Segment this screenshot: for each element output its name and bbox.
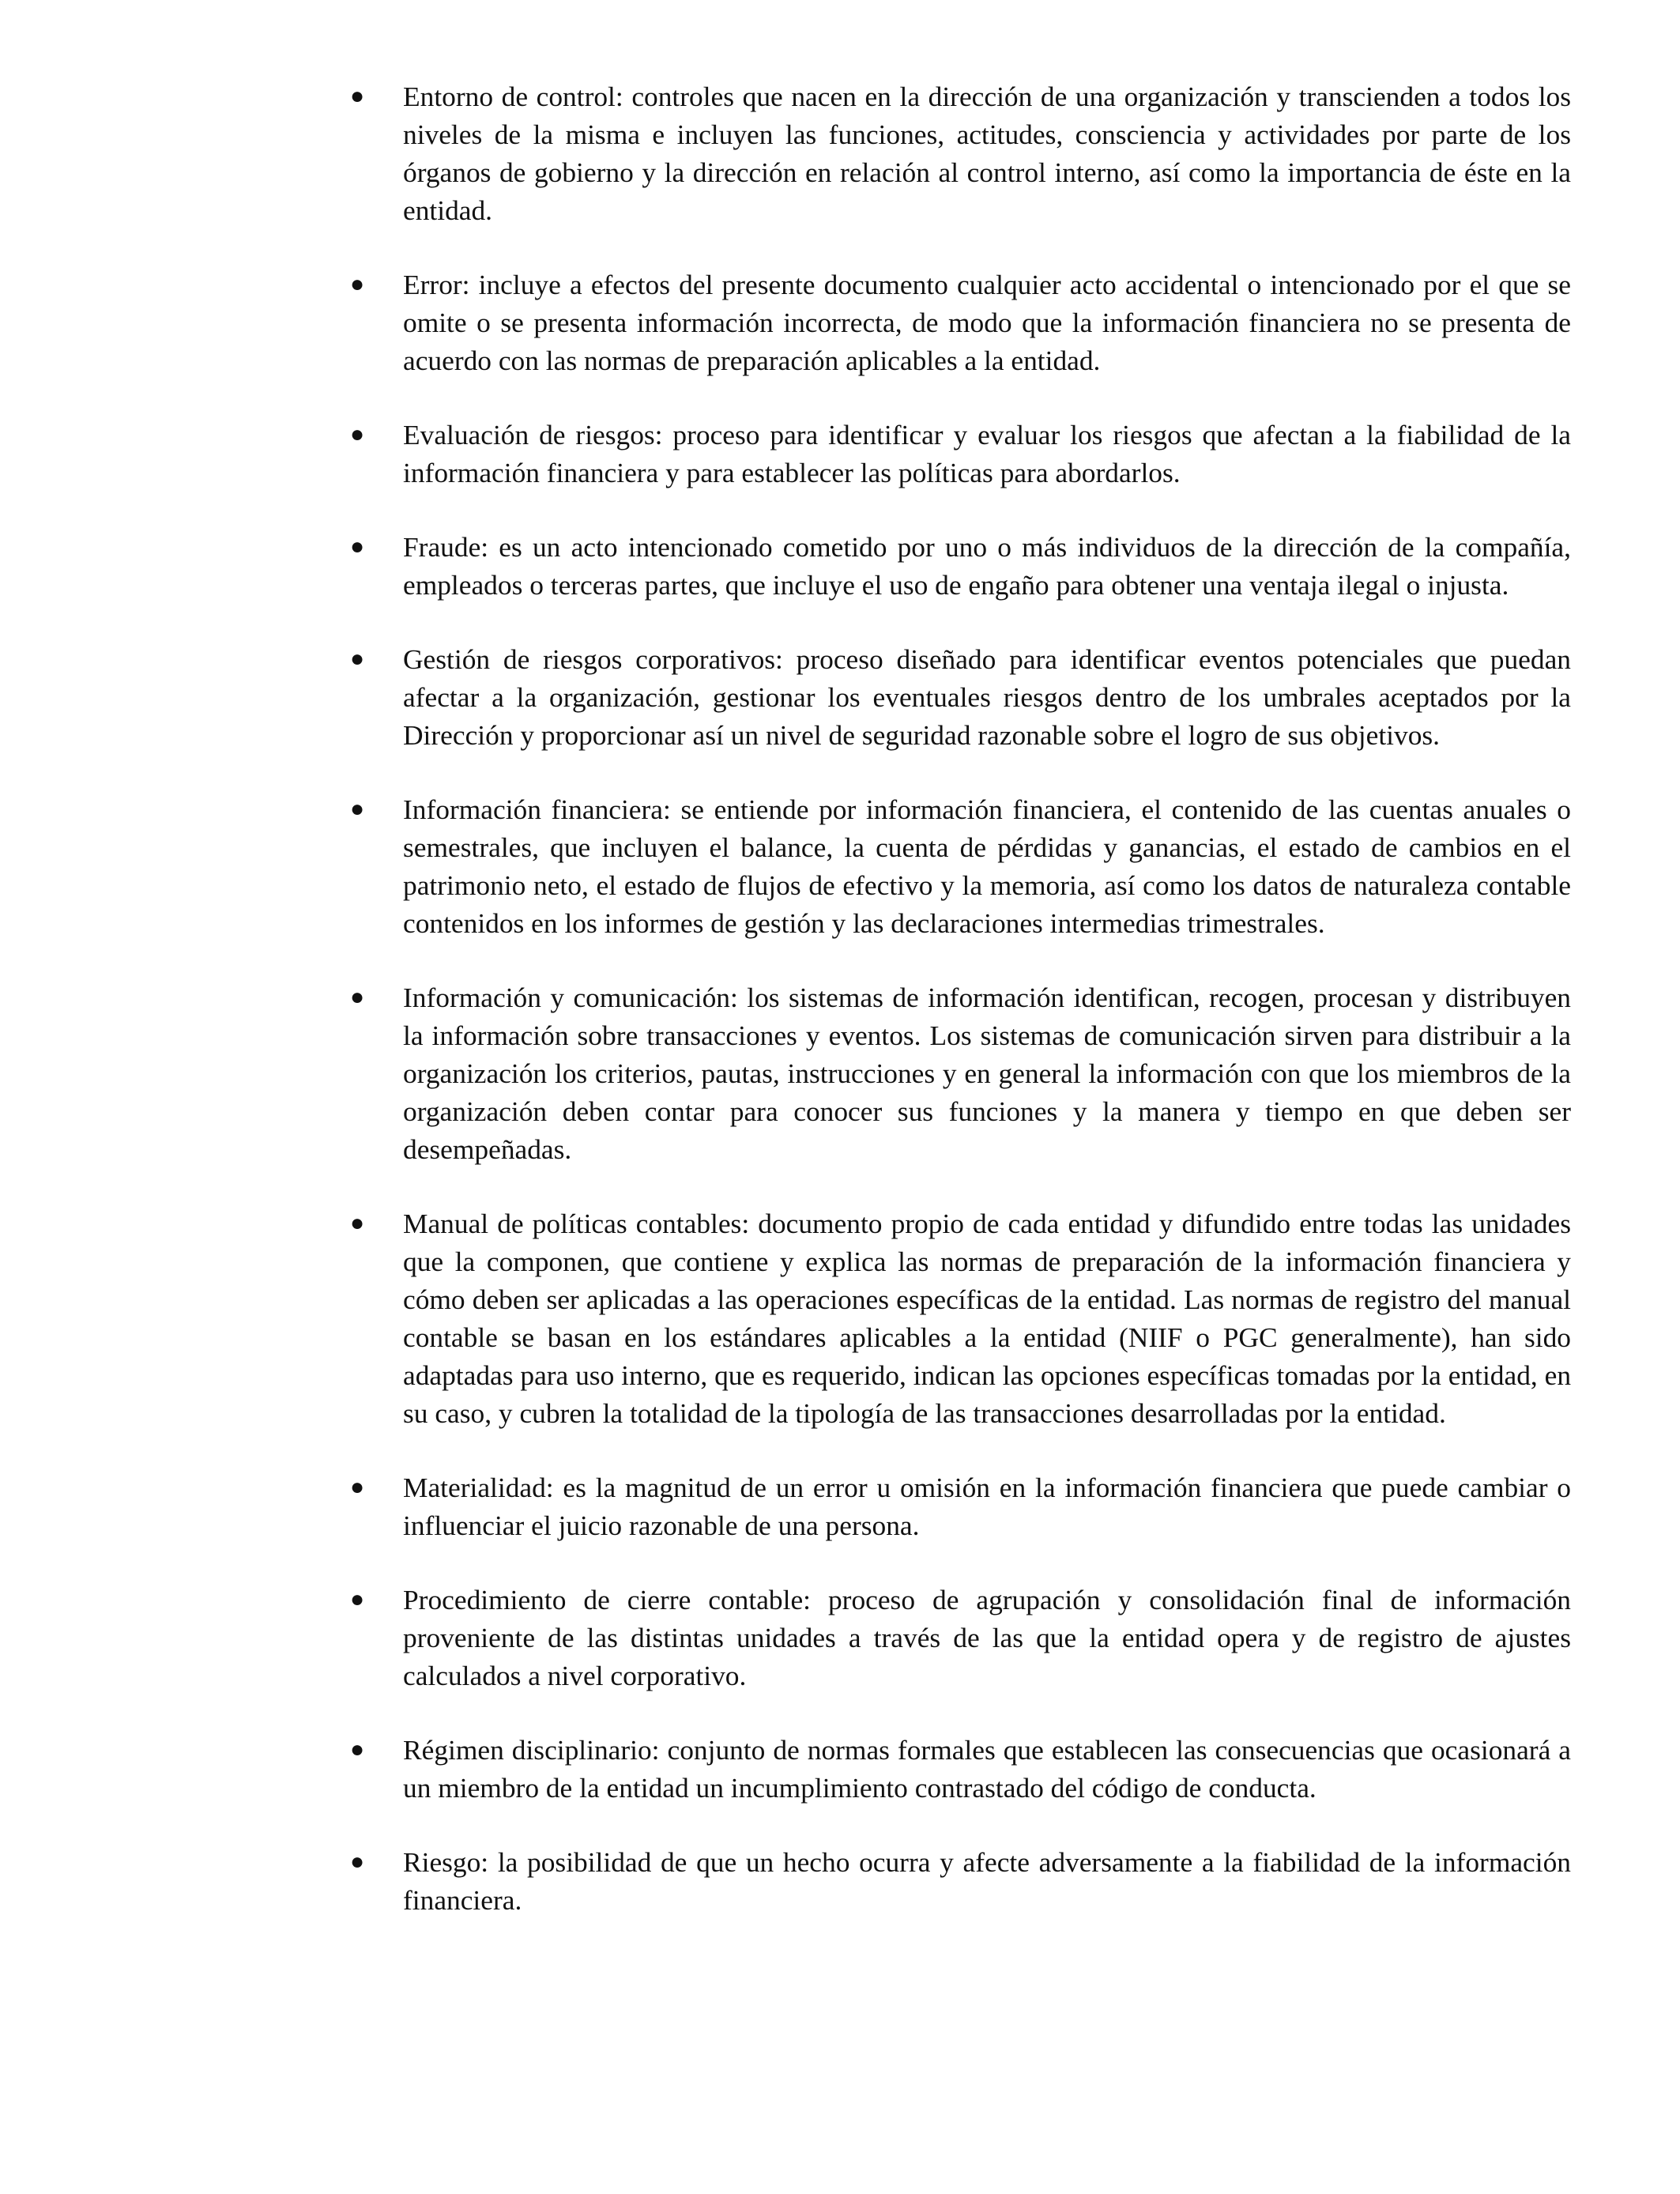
bullet-icon: ●: [349, 271, 365, 297]
entry-text: Gestión de riesgos corporativos: proceso diseñado para identificar eventos potenciales que puedan afectar a la organización, gestionar los eventuales riesgos dentro de los umbrales aceptados por la Dirección y proporcionar así un nivel de seguridad razonable sobre el logro de sus objetivos.: [403, 643, 1571, 751]
bullet-icon: ●: [349, 646, 365, 672]
bullet-icon: ●: [349, 533, 365, 560]
glossary-entry-riesgo: [349, 1843, 1571, 1919]
entry-text: Procedimiento de cierre contable: proceso de agrupación y consolidación final de información proveniente de las distintas unidades a través de las que la entidad opera y de registro de ajustes calculados a nivel corporativo.: [403, 1584, 1571, 1691]
glossary-entry-gestion-de-riesgos: [349, 640, 1571, 754]
entry-text: Información financiera: se entiende por información financiera, el contenido de las cuentas anuales o semestrales, que incluyen el balance, la cuenta de pérdidas y ganancias, el estado de cambios en el patrimonio neto, el estado de flujos de efectivo y la memoria, así como los datos de naturaleza contable contenidos en los informes de gestión y las declaraciones intermedias trimestrales.: [403, 794, 1571, 939]
bullet-icon: ●: [349, 1210, 365, 1236]
entry-text: Error: incluye a efectos del presente documento cualquier acto accidental o intencionado por el que se omite o se presenta información incorrecta, de modo que la información financiera no se presenta de acuerdo con las normas de preparación aplicables a la entidad.: [403, 269, 1571, 376]
bullet-icon: ●: [349, 1736, 365, 1762]
glossary-entry-regimen-disciplinario: [349, 1731, 1571, 1807]
glossary-entry-evaluacion-de-riesgos: [349, 416, 1571, 492]
entry-text: Información y comunicación: los sistemas de información identifican, recogen, procesan y distribuyen la información sobre transacciones y eventos. Los sistemas de comunicación sirven para distribuir a la organización los criterios, pautas, instrucciones y en general la información con que los miembros de la organización deben contar para conocer sus funciones y la manera y tiempo en que deben ser desempeñadas.: [403, 982, 1571, 1165]
glossary-entry-manual-de-politicas: [349, 1204, 1572, 1432]
entry-text: Fraude: es un acto intencionado cometido por uno o más individuos de la dirección de la compañía, empleados o terceras partes, que incluye el uso de engaño para obtener una ventaja ilegal o injusta.: [403, 531, 1571, 601]
bullet-icon: ●: [349, 1849, 365, 1875]
bullet-icon: ●: [349, 83, 365, 109]
glossary-entry-fraude: [349, 528, 1571, 604]
entry-text: Evaluación de riesgos: proceso para identificar y evaluar los riesgos que afectan a la fiabilidad de la información financiera y para establecer las políticas para abordarlos.: [403, 419, 1571, 488]
bullet-icon: ●: [349, 1586, 365, 1612]
bullet-icon: ●: [349, 984, 365, 1010]
glossary-entry-informacion-financiera: [349, 790, 1571, 942]
glossary-list: [349, 77, 1572, 1955]
bullet-icon: ●: [349, 796, 365, 822]
entry-text: Riesgo: la posibilidad de que un hecho ocurra y afecte adversamente a la fiabilidad de la información financiera.: [403, 1846, 1571, 1916]
bullet-icon: ●: [349, 1474, 365, 1500]
glossary-entry-entorno-de-control: [349, 77, 1571, 229]
entry-text: Manual de políticas contables: documento propio de cada entidad y difundido entre todas las unidades que la componen, que contiene y explica las normas de preparación de la información financiera y cómo deben ser aplicadas a las operaciones específicas de la entidad. Las normas de registro del manual contable se basan en los estándares aplicables a la entidad (NIIF o PGC generalmente), han sido adaptadas para uso interno, que es requerido, indican las opciones específicas tomadas por la entidad, en su caso, y cubren la totalidad de la tipología de las transacciones desarrolladas por la entidad.: [403, 1208, 1572, 1429]
entry-text: Materialidad: es la magnitud de un error u omisión en la información financiera que puede cambiar o influenciar el juicio razonable de una persona.: [403, 1472, 1571, 1541]
glossary-entry-informacion-y-comunicacion: [349, 978, 1571, 1168]
glossary-entry-error: [349, 266, 1571, 379]
glossary-entry-materialidad: [349, 1468, 1571, 1544]
bullet-icon: ●: [349, 421, 365, 447]
entry-text: Entorno de control: controles que nacen en la dirección de una organización y transcienden a todos los niveles de la misma e incluyen las funciones, actitudes, consciencia y actividades por parte de los órganos de gobierno y la dirección en relación al control interno, así como la importancia de éste en la entidad.: [403, 81, 1571, 226]
entry-text: Régimen disciplinario: conjunto de normas formales que establecen las consecuencias que ocasionará a un miembro de la entidad un incumplimiento contrastado del código de conducta.: [403, 1734, 1571, 1804]
glossary-entry-procedimiento-de-cierre: [349, 1581, 1571, 1695]
